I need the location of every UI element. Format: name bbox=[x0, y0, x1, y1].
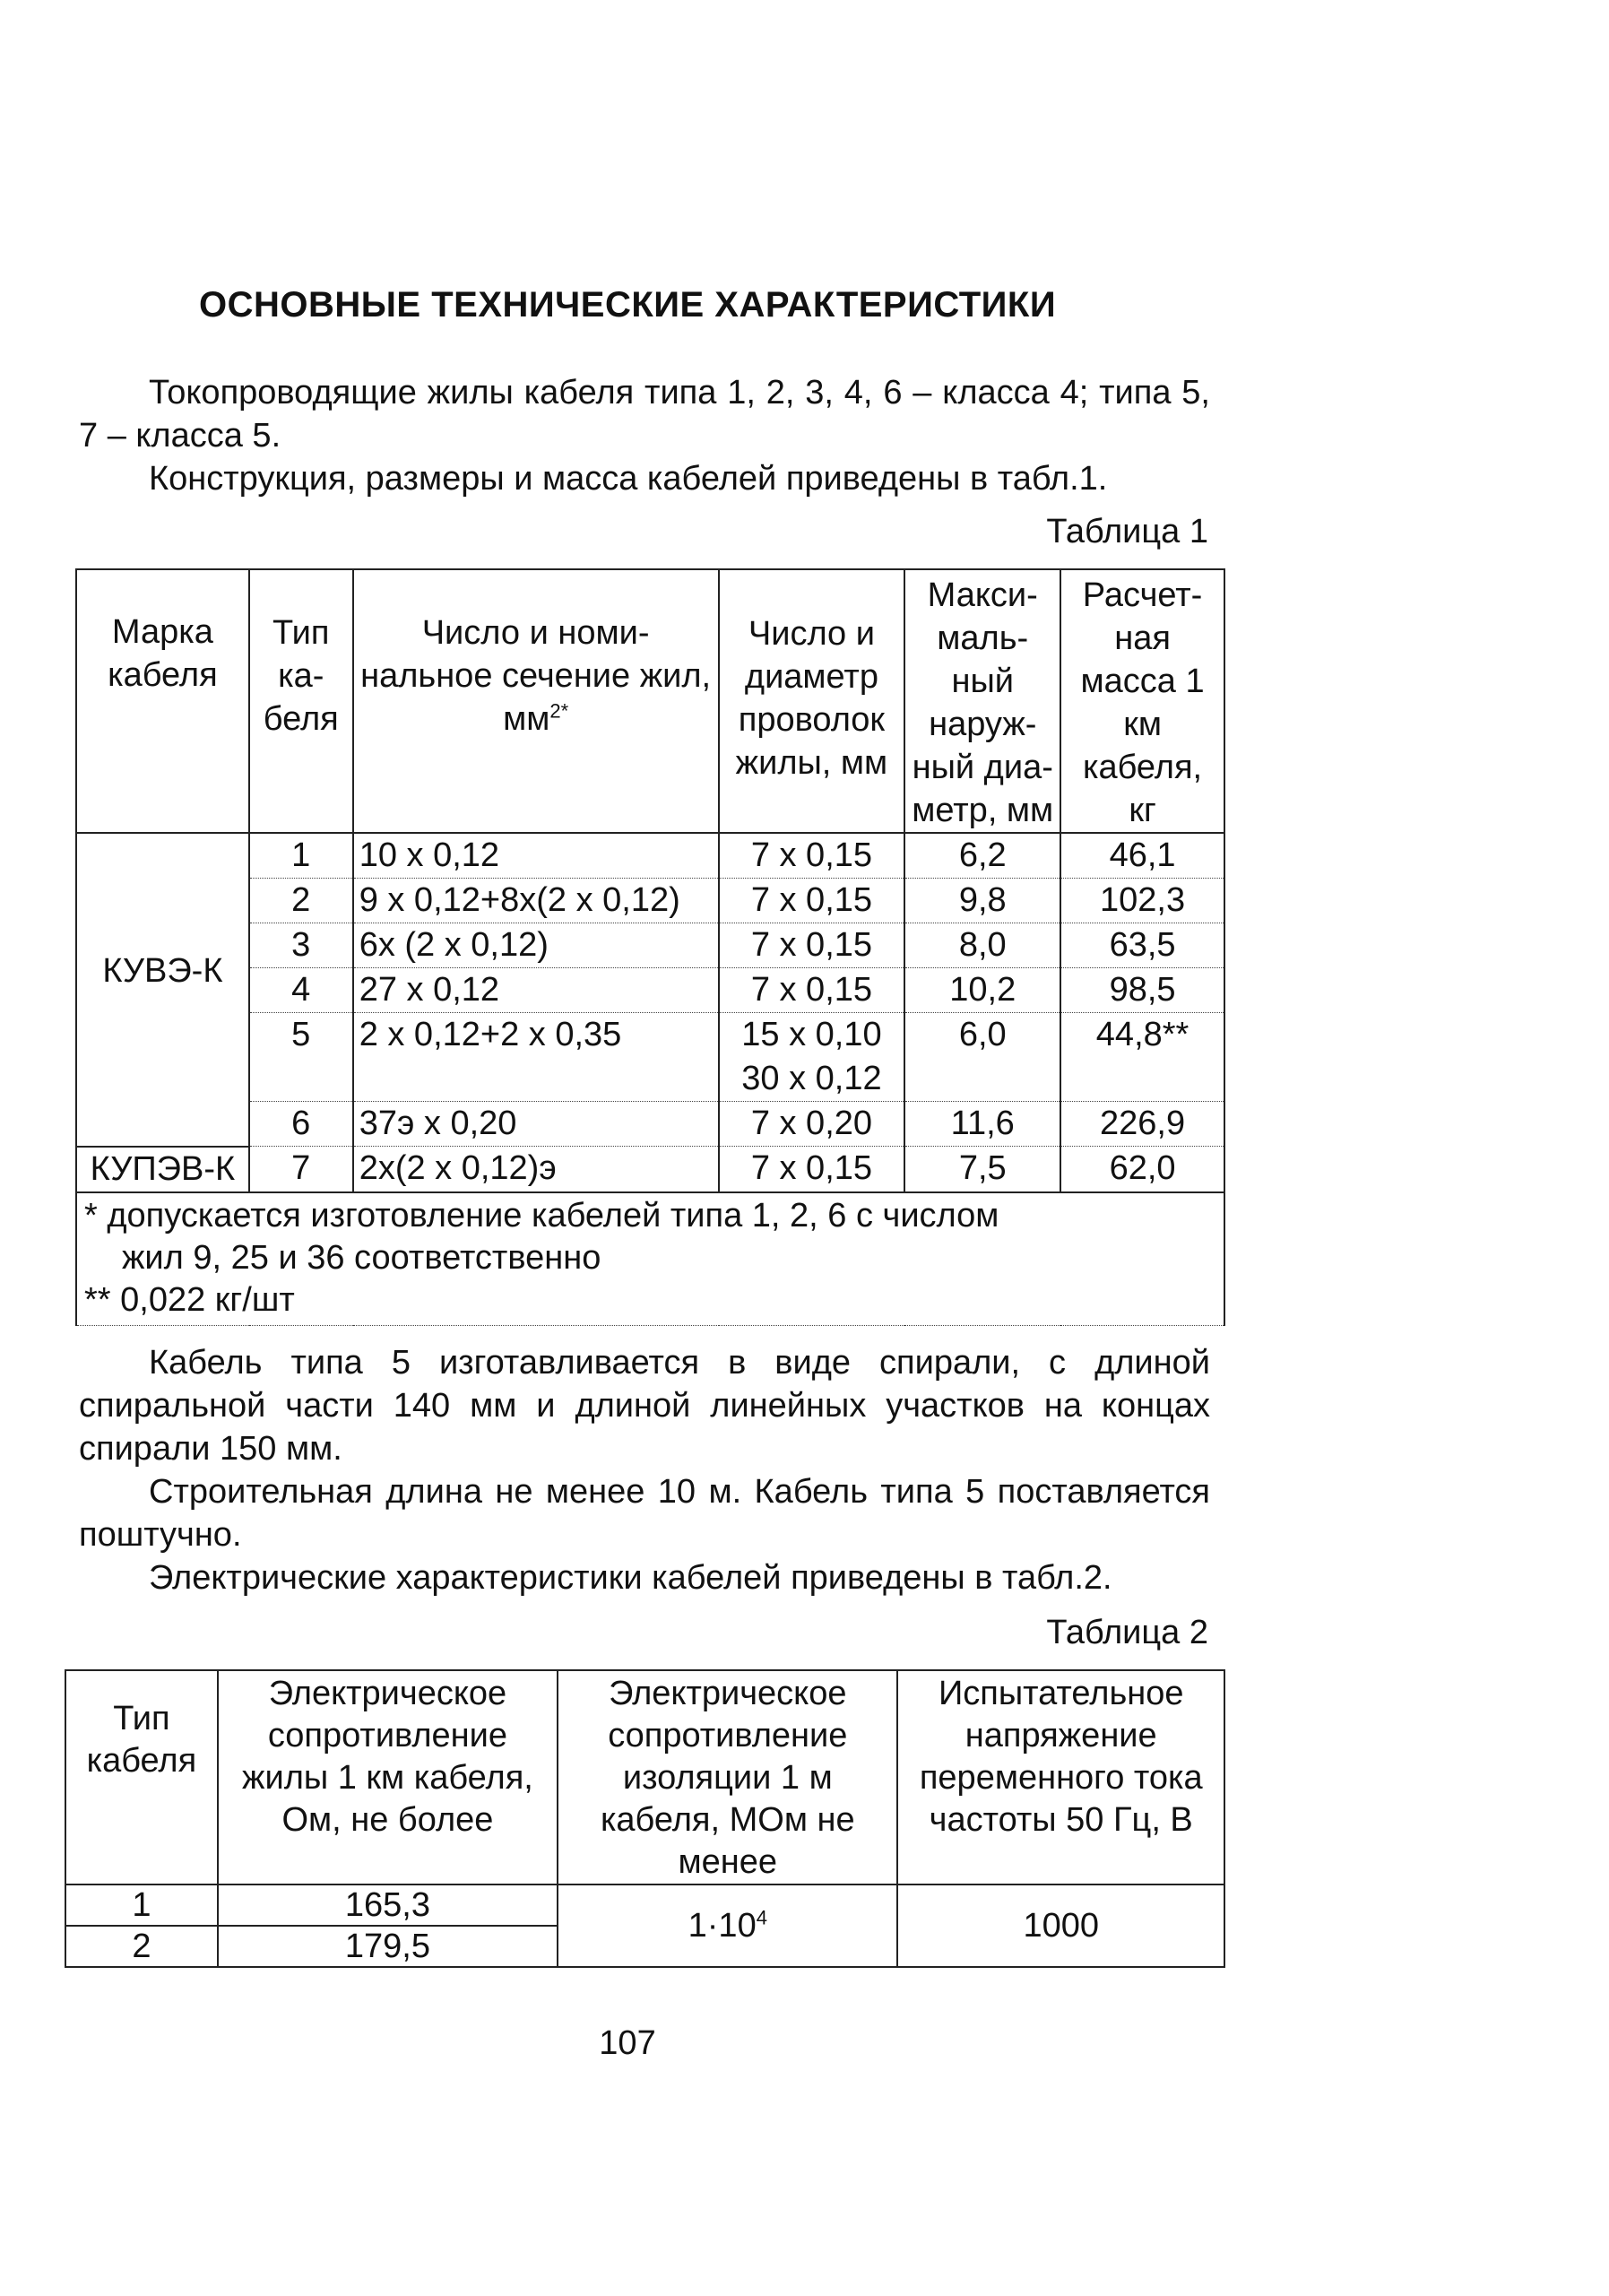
cell-mass: 63,5 bbox=[1060, 923, 1224, 968]
cell-type: 1 bbox=[249, 833, 353, 879]
paragraph-table1-intro bbox=[79, 457, 1210, 500]
cell-cores: 27 x 0,12 bbox=[353, 968, 719, 1013]
table-notes-row bbox=[76, 1192, 1224, 1326]
cell-cores: 10 x 0,12 bbox=[353, 833, 719, 879]
cell-diameter: 10,2 bbox=[904, 968, 1060, 1013]
table-row bbox=[76, 968, 1224, 1013]
header-diameter: Макси-маль-ный наруж-ный диа-метр, мм bbox=[904, 569, 1060, 833]
header-mark: Марка кабеля bbox=[76, 569, 249, 833]
cell-mass: 62,0 bbox=[1060, 1147, 1224, 1192]
table-header-row bbox=[65, 1670, 1224, 1884]
cell-mark-kuve: КУВЭ-К bbox=[76, 833, 249, 1147]
page-number: 107 bbox=[599, 2024, 656, 2062]
cell-test-voltage: 1000 bbox=[897, 1884, 1224, 1967]
header-test-voltage: Испытательное напряжение переменного тока частоты 50 Гц, В bbox=[897, 1670, 1224, 1884]
cell-mark-kupev: КУПЭВ-К bbox=[76, 1147, 249, 1192]
cell-cores: 6x (2 x 0,12) bbox=[353, 923, 719, 968]
header-core-resistance: Электрическое сопротивление жилы 1 км кабеля, Ом, не более bbox=[218, 1670, 558, 1884]
table1-caption: Таблица 1 bbox=[1046, 513, 1208, 550]
cell-mass: 44,8** bbox=[1060, 1013, 1224, 1102]
paragraph-text: Кабель типа 5 изготавливается в виде спирали, с длиной спиральной части 140 мм и длиной линейных участков на концах спирали 150 мм. bbox=[79, 1344, 1210, 1468]
table-row bbox=[76, 833, 1224, 879]
cell-mass: 102,3 bbox=[1060, 879, 1224, 923]
paragraph-table2-intro bbox=[79, 1556, 1210, 1599]
cell-wires: 15 x 0,10 30 x 0,12 bbox=[719, 1013, 905, 1102]
cell-insulation-resistance: $1\cdot 10^4$ bbox=[558, 1884, 897, 1967]
cell-diameter: 6,0 bbox=[904, 1013, 1060, 1102]
cell-mass: 98,5 bbox=[1060, 968, 1224, 1013]
table1-cable-construction bbox=[75, 568, 1225, 1326]
cell-mass: 226,9 bbox=[1060, 1102, 1224, 1147]
cell-type: 5 bbox=[249, 1013, 353, 1102]
header-type: Тип ка-беля bbox=[249, 569, 353, 833]
cell-wires: 7 x 0,15 bbox=[719, 923, 905, 968]
paragraph-conductor-class bbox=[79, 371, 1210, 457]
cell-type: 2 bbox=[65, 1926, 218, 1967]
header-wires: Число и диаметр проволок жилы, мм bbox=[719, 569, 905, 833]
table-row bbox=[76, 923, 1224, 968]
cell-mass: 46,1 bbox=[1060, 833, 1224, 879]
table-header-row bbox=[76, 569, 1224, 833]
cell-type: 1 bbox=[65, 1884, 218, 1926]
cell-type: 3 bbox=[249, 923, 353, 968]
cell-core-resistance: 165,3 bbox=[218, 1884, 558, 1926]
table2-electrical bbox=[65, 1669, 1225, 1968]
table-row bbox=[76, 1013, 1224, 1102]
cell-wires: 7 x 0,15 bbox=[719, 1147, 905, 1192]
cell-wires: 7 x 0,15 bbox=[719, 833, 905, 879]
paragraph-text: Токопроводящие жилы кабеля типа 1, 2, 3, 4, 6 – класса 4; типа 5, 7 – класса 5. bbox=[79, 374, 1210, 455]
cell-cores: 2 x 0,12+2 x 0,35 bbox=[353, 1013, 719, 1102]
cell-wires: 7 x 0,15 bbox=[719, 879, 905, 923]
header-mass: Расчет-ная масса 1 км кабеля, кг bbox=[1060, 569, 1224, 833]
header-cores: Число и номи-нальное сечение жил, $мм^{2*}$ bbox=[353, 569, 719, 833]
section-title: ОСНОВНЫЕ ТЕХНИЧЕСКИЕ ХАРАКТЕРИСТИКИ bbox=[199, 285, 1057, 325]
cell-diameter: 9,8 bbox=[904, 879, 1060, 923]
cell-cores: 37э x 0,20 bbox=[353, 1102, 719, 1147]
header-type: Тип кабеля bbox=[65, 1670, 218, 1884]
cell-type: 4 bbox=[249, 968, 353, 1013]
cell-wires: 7 x 0,15 bbox=[719, 968, 905, 1013]
cell-diameter: 8,0 bbox=[904, 923, 1060, 968]
cell-cores: 2x(2 x 0,12)э bbox=[353, 1147, 719, 1192]
paragraph-text: Электрические характеристики кабелей приведены в табл.2. bbox=[149, 1559, 1112, 1597]
cell-type: 2 bbox=[249, 879, 353, 923]
cell-diameter: 7,5 bbox=[904, 1147, 1060, 1192]
table-row bbox=[76, 1102, 1224, 1147]
paragraph-text: Конструкция, размеры и масса кабелей приведены в табл.1. bbox=[149, 460, 1108, 498]
cell-type: 6 bbox=[249, 1102, 353, 1147]
table1-notes bbox=[76, 1192, 1224, 1326]
table-row bbox=[76, 1147, 1224, 1192]
note-2: ** 0,022 кг/шт bbox=[84, 1280, 295, 1319]
note-1-continued: жил 9, 25 и 36 соответственно bbox=[122, 1238, 601, 1277]
cell-core-resistance: 179,5 bbox=[218, 1926, 558, 1967]
table-row bbox=[65, 1884, 1224, 1926]
table-row bbox=[76, 879, 1224, 923]
header-insulation-resistance: Электрическое сопротивление изоляции 1 м кабеля, МОм не менее bbox=[558, 1670, 897, 1884]
note-1: * допускается изготовление кабелей типа 1, 2, 6 с числом bbox=[84, 1196, 999, 1235]
cell-diameter: 6,2 bbox=[904, 833, 1060, 879]
paragraph-length bbox=[79, 1470, 1210, 1556]
paragraph-text: Строительная длина не менее 10 м. Кабель типа 5 поставляется поштучно. bbox=[79, 1473, 1210, 1554]
table2-caption: Таблица 2 bbox=[1046, 1614, 1208, 1651]
cell-type: 7 bbox=[249, 1147, 353, 1192]
cell-diameter: 11,6 bbox=[904, 1102, 1060, 1147]
cell-wires: 7 x 0,20 bbox=[719, 1102, 905, 1147]
paragraph-spiral bbox=[79, 1341, 1210, 1470]
cell-cores: 9 x 0,12+8x(2 x 0,12) bbox=[353, 879, 719, 923]
